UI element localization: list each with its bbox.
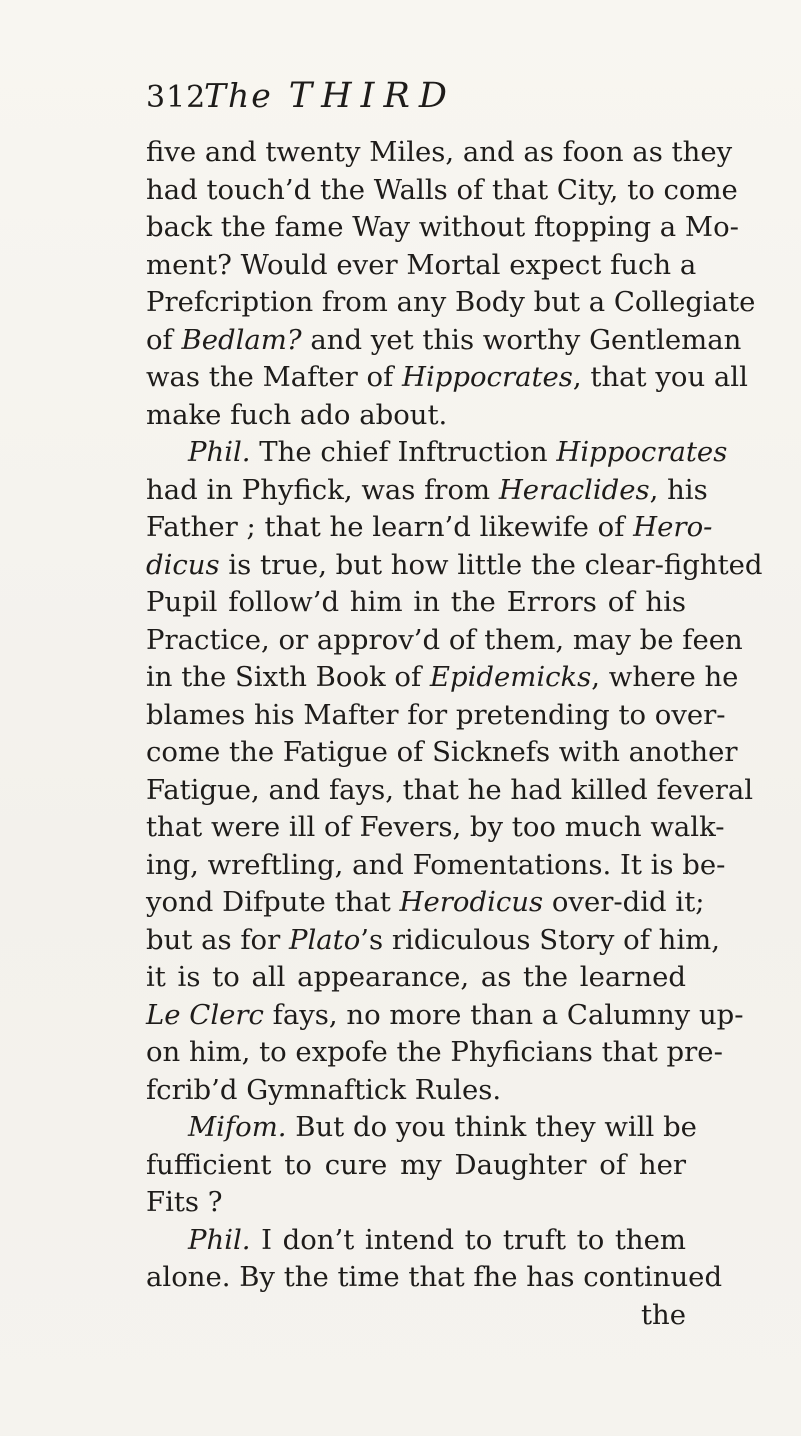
text-line [146, 772, 754, 810]
text-run: , that you all [572, 361, 748, 393]
text-line [146, 847, 726, 885]
text-run: Practice, or approv’d of them, may be feen [146, 623, 743, 656]
text-run: Prefcription from any Body but a Collegiate [146, 286, 756, 318]
italic-text: dicus [146, 548, 220, 581]
text-run: blames his Mafter for pretending to over- [146, 698, 726, 731]
text-line [146, 1147, 686, 1185]
text-line [146, 1109, 697, 1147]
text-run: in the Sixth Book of [146, 661, 430, 693]
italic-text: Le Clerc [146, 998, 264, 1031]
italic-text: Heraclides [498, 473, 650, 506]
text-run: alone. By the time that fhe has continued [146, 1261, 723, 1293]
text-run: ment? Would ever Mortal expect fuch a [146, 248, 697, 281]
running-title [204, 76, 456, 116]
text-line [146, 134, 733, 172]
text-run: Fits ? [146, 1186, 223, 1218]
text-line [146, 884, 705, 922]
italic-text: Phil. [188, 436, 251, 468]
text-run: Father ; that he learn’d likewife of [146, 511, 634, 543]
text-run: fcrib’d Gymnaftick Rules. [146, 1073, 502, 1106]
text-run: yond Difpute that [146, 886, 400, 918]
text-run: the [640, 1298, 686, 1331]
text-line [146, 734, 738, 772]
text-run: and yet this worthy Gentleman [301, 323, 742, 356]
text-line [146, 397, 686, 435]
text-line [146, 1072, 686, 1110]
italic-text: Hero- [633, 511, 713, 543]
text-line [146, 547, 763, 585]
italic-text: Phil. [188, 1223, 251, 1256]
text-run: The chief Inftruction [250, 436, 557, 468]
text-line [146, 584, 686, 622]
text-line [146, 659, 739, 697]
running-title-main: THIRD [288, 76, 456, 116]
italic-text: Mifom. [188, 1111, 287, 1143]
text-run: of [146, 323, 182, 356]
text-run: fufficient to cure my Daughter of her [146, 1148, 686, 1181]
text-run: that were ill of Fevers, by too much walk- [146, 811, 725, 843]
text-line [146, 322, 742, 360]
text-run: but as for [146, 923, 289, 956]
text-run: on him, to expofe the Phyficians that pre- [146, 1036, 723, 1068]
text-line [146, 997, 744, 1035]
text-run: , his [649, 473, 708, 506]
text-run: , where he [591, 661, 739, 693]
text-run: over-did it; [543, 886, 705, 918]
text-line [146, 359, 748, 397]
text-run: fays, no more than a Calumny up- [263, 998, 744, 1031]
text-run: had in Phyfick, was from [146, 473, 499, 506]
text-line [146, 509, 713, 547]
text-run: ’s ridiculous Story of him, [360, 923, 720, 956]
text-line [146, 622, 743, 660]
text-line [146, 959, 686, 997]
text-line [146, 284, 756, 322]
text-line [146, 1184, 686, 1222]
text-run: make fuch ado about. [146, 398, 448, 431]
text-run: was the Mafter of [146, 361, 402, 393]
running-head [146, 76, 706, 120]
text-line [146, 1259, 723, 1297]
italic-text: Hippocrates [402, 361, 573, 393]
text-run: ing, wreftling, and Fomentations. It is be- [146, 848, 726, 881]
text-line [146, 172, 738, 210]
text-line [146, 247, 697, 285]
text-run: But do you think they will be [286, 1111, 697, 1143]
text-run: come the Fatigue of Sicknefs with another [146, 736, 738, 768]
text-line [146, 472, 708, 510]
italic-text: Hippocrates [556, 436, 728, 468]
text-line [146, 922, 720, 960]
text-line [146, 809, 725, 847]
italic-text: Plato [288, 923, 361, 956]
text-run: back the fame Way without ftopping a Mo- [146, 211, 739, 243]
text-run: is true, but how little the clear-fighted [219, 548, 763, 581]
text-run: I don’t intend to truft to them [250, 1223, 686, 1256]
text-run: it is to all appearance, as the learned [146, 961, 686, 993]
text-run: five and twenty Miles, and as foon as they [146, 136, 733, 168]
text-run: Fatigue, and fays, that he had killed feveral [146, 773, 754, 806]
body-text [146, 134, 763, 1334]
running-title-lead: The [204, 76, 273, 115]
catchword [146, 1297, 686, 1335]
text-run: had touch’d the Walls of that City, to come [146, 173, 738, 206]
text-line [146, 209, 739, 247]
text-line [146, 434, 728, 472]
text-line [146, 1034, 723, 1072]
text-run: Pupil follow’d him in the Errors of his [146, 586, 686, 618]
italic-text: Bedlam? [181, 323, 302, 356]
italic-text: Herodicus [399, 886, 544, 918]
text-line [146, 1222, 686, 1260]
page-number: 312 [146, 80, 207, 115]
italic-text: Epidemicks [429, 661, 592, 693]
text-line [146, 697, 726, 735]
